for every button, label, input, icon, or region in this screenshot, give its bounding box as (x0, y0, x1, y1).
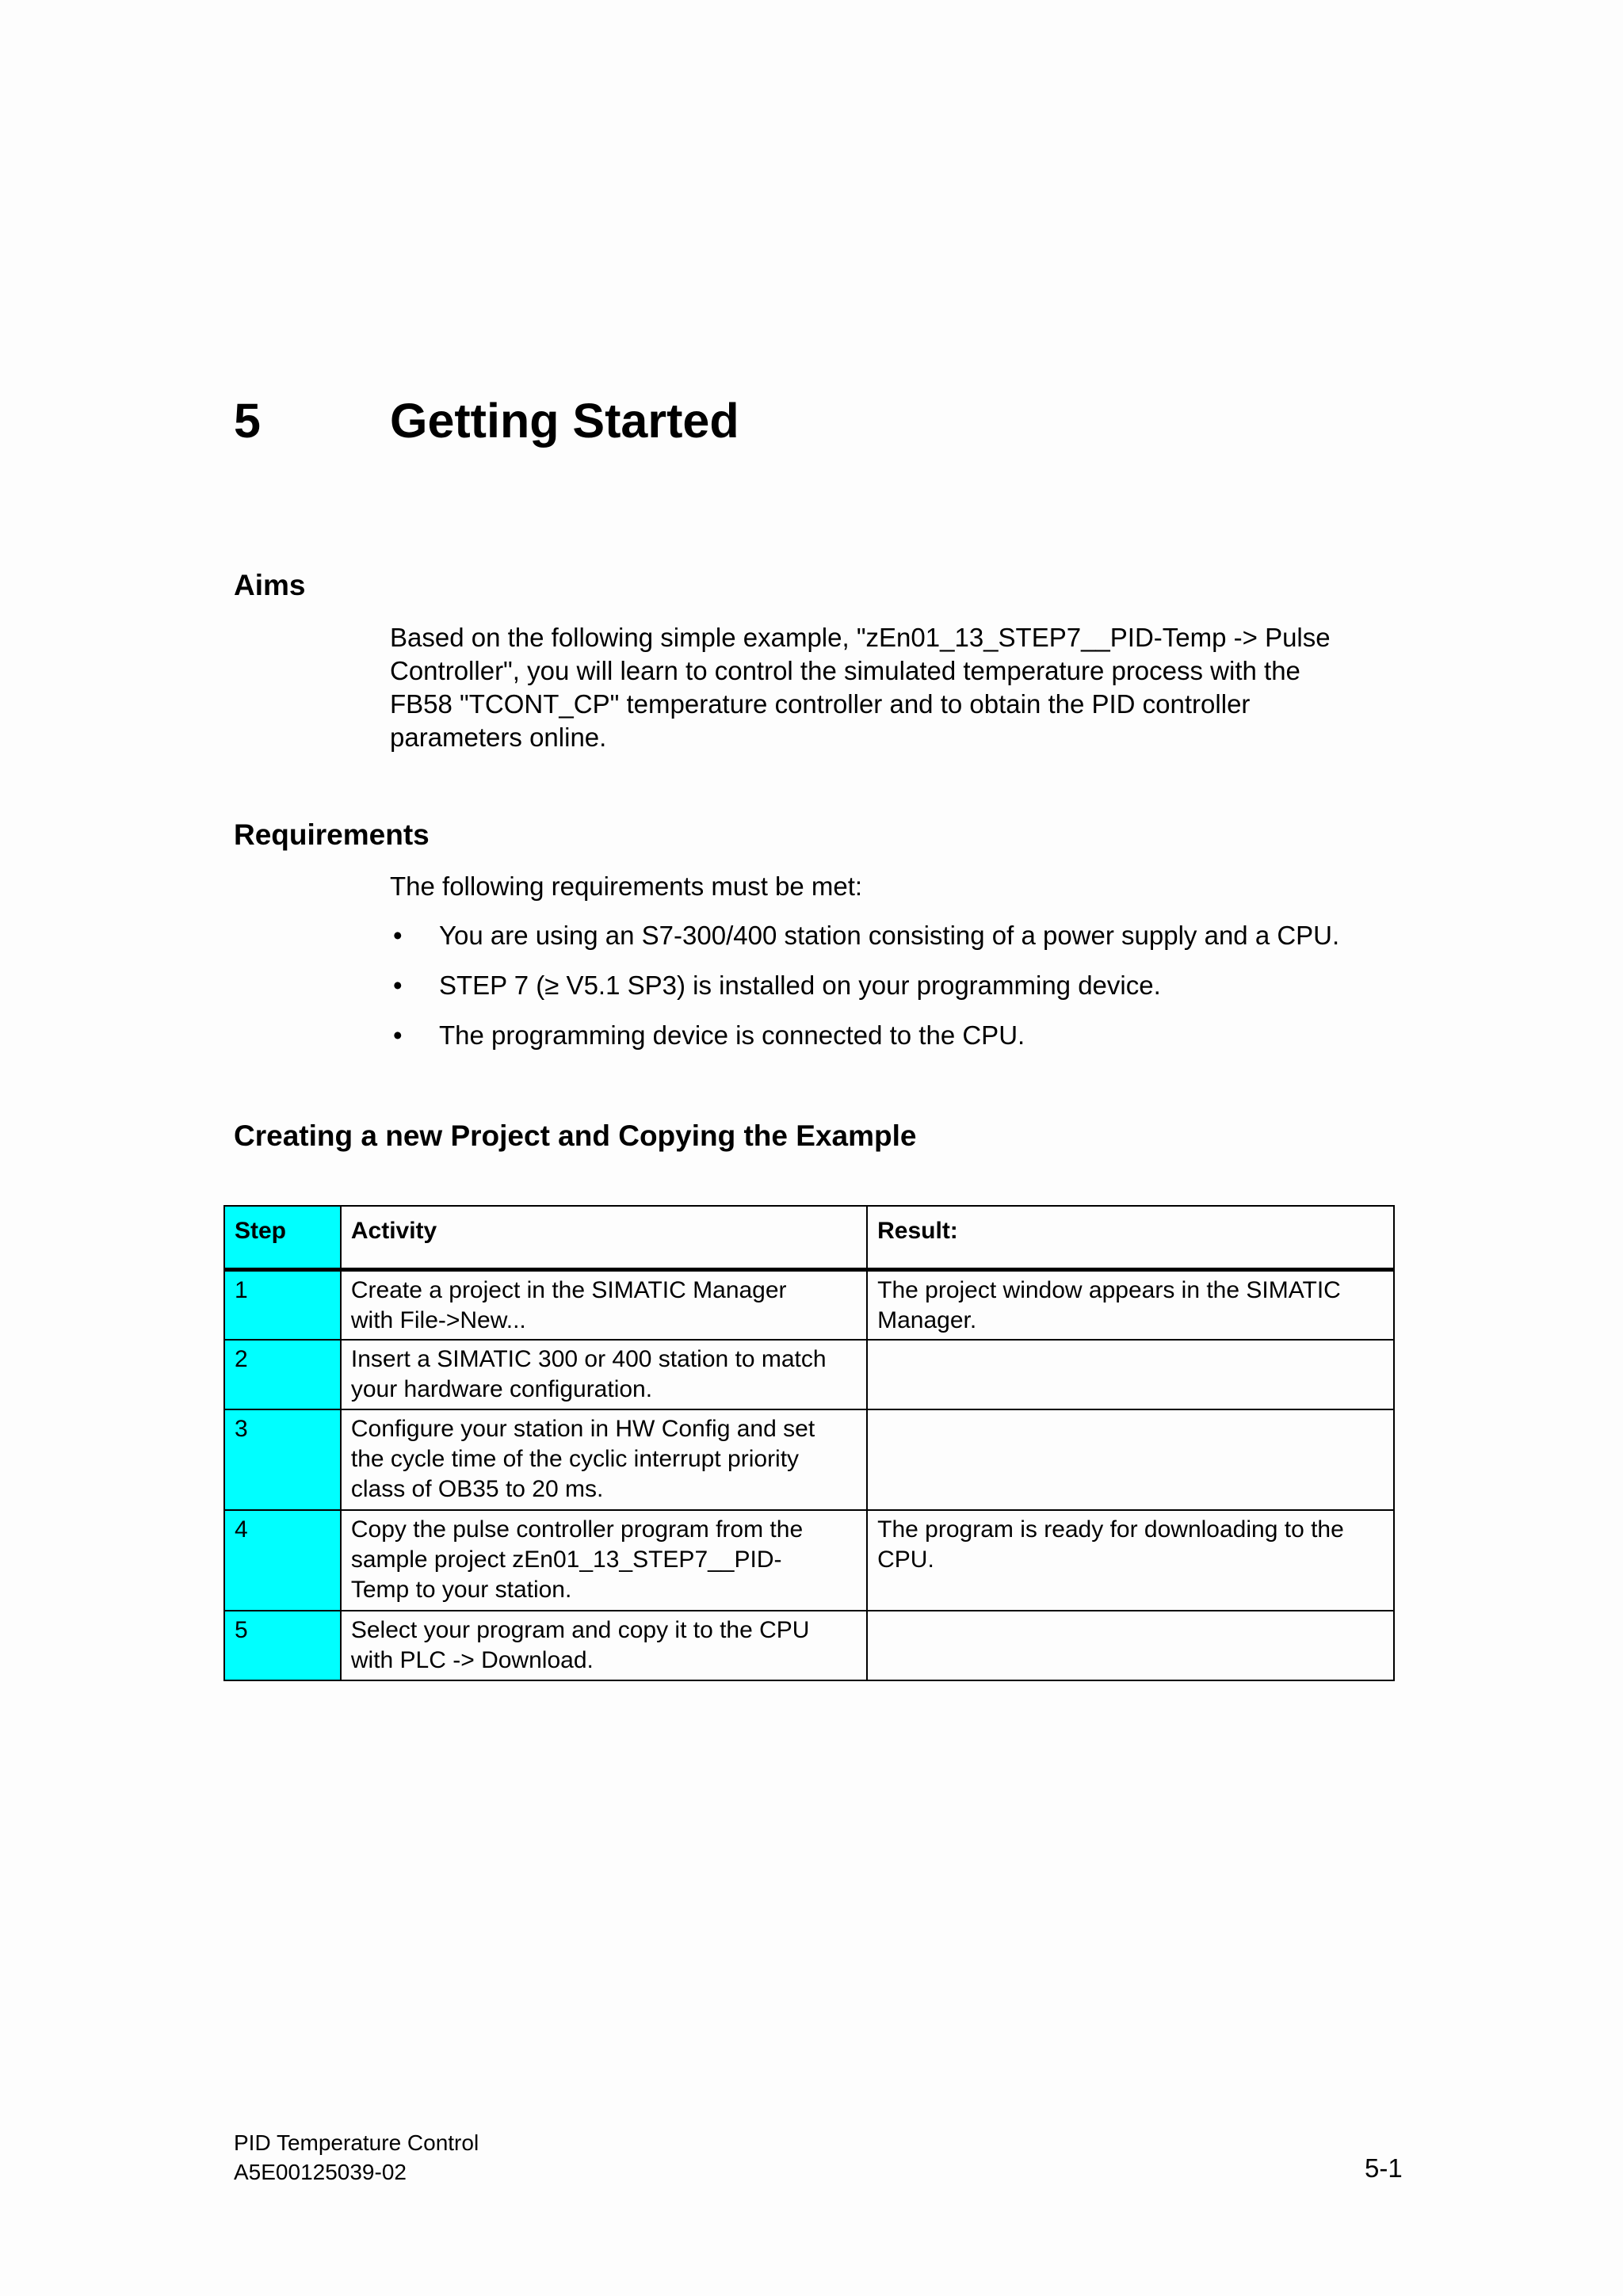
activity-cell (341, 1270, 867, 1340)
list-item (390, 919, 1420, 952)
bullet-icon: • (393, 971, 403, 1000)
activity-cell (341, 1510, 867, 1611)
aims-line: Based on the following simple example, "zEn01_13_STEP7__PID-Temp -> Pulse (390, 623, 1331, 652)
requirements-heading: Requirements (234, 818, 430, 851)
cell-line: Manager. (877, 1307, 977, 1333)
bullet-icon: • (393, 921, 403, 950)
aims-line: FB58 "TCONT_CP" temperature controller and to obtain the PID controller (390, 689, 1251, 719)
cell-line: Create a project in the SIMATIC Manager (350, 1277, 787, 1303)
aims-line: Controller", you will learn to control the simulated temperature process with the (390, 656, 1300, 685)
cell-line: the cycle time of the cyclic interrupt priority (350, 1445, 800, 1472)
step-cell: 3 (224, 1409, 341, 1510)
cell-line: sample project zEn01_13_STEP7__PID- (350, 1546, 782, 1573)
step-cell: 5 (224, 1611, 341, 1680)
result-cell (867, 1270, 1394, 1340)
header-result: Result: (867, 1206, 1394, 1270)
header-activity: Activity (341, 1206, 867, 1270)
cell-line: Temp to your station. (350, 1576, 572, 1603)
activity-cell (341, 1611, 867, 1680)
table-row (224, 1510, 1394, 1611)
result-cell (867, 1409, 1394, 1510)
bullet-icon: • (393, 1020, 403, 1050)
cell-line: Insert a SIMATIC 300 or 400 station to match (350, 1345, 827, 1372)
cell-line: class of OB35 to 20 ms. (350, 1475, 604, 1502)
page-number: 5-1 (1365, 2153, 1403, 2183)
aims-line: parameters online. (390, 723, 607, 752)
list-item-text: You are using an S7-300/400 station consisting of a power supply and a CPU. (439, 921, 1340, 950)
cell-line: your hardware configuration. (350, 1375, 653, 1402)
table-row (224, 1611, 1394, 1680)
cell-line: with PLC -> Download. (350, 1646, 594, 1673)
table-row (224, 1340, 1394, 1409)
cell-line: Copy the pulse controller program from the (350, 1516, 804, 1543)
table-header-row (224, 1206, 1394, 1270)
activity-cell (341, 1340, 867, 1409)
footer-title: PID Temperature Control (234, 2130, 479, 2155)
step-cell: 1 (224, 1270, 341, 1340)
cell-line: Select your program and copy it to the CPU (350, 1616, 810, 1643)
cell-line: with File->New... (350, 1307, 526, 1333)
table-row (224, 1409, 1394, 1510)
activity-cell (341, 1409, 867, 1510)
result-cell (867, 1510, 1394, 1611)
requirements-list (390, 919, 1420, 1069)
aims-paragraph (390, 621, 1404, 754)
result-cell (867, 1340, 1394, 1409)
cell-line: Configure your station in HW Config and set (350, 1415, 815, 1442)
cell-line: The project window appears in the SIMATIC (877, 1277, 1341, 1303)
aims-heading: Aims (234, 569, 306, 601)
header-step: Step (224, 1206, 341, 1270)
requirements-intro: The following requirements must be met: (390, 871, 863, 901)
list-item (390, 969, 1420, 1002)
list-item-text: STEP 7 (≥ V5.1 SP3) is installed on your programming device. (439, 971, 1161, 1000)
creating-heading: Creating a new Project and Copying the Example (234, 1119, 917, 1152)
step-cell: 2 (224, 1340, 341, 1409)
chapter-number: 5 (234, 394, 261, 448)
cell-line: The program is ready for downloading to the (877, 1516, 1344, 1543)
list-item (390, 1019, 1420, 1052)
cell-line: CPU. (877, 1546, 934, 1573)
table-row (224, 1270, 1394, 1340)
footer-doc-number: A5E00125039-02 (234, 2160, 407, 2184)
result-cell (867, 1611, 1394, 1680)
chapter-title: Getting Started (390, 394, 739, 448)
steps-table (223, 1205, 1395, 1681)
list-item-text: The programming device is connected to the CPU. (439, 1020, 1025, 1050)
step-cell: 4 (224, 1510, 341, 1611)
